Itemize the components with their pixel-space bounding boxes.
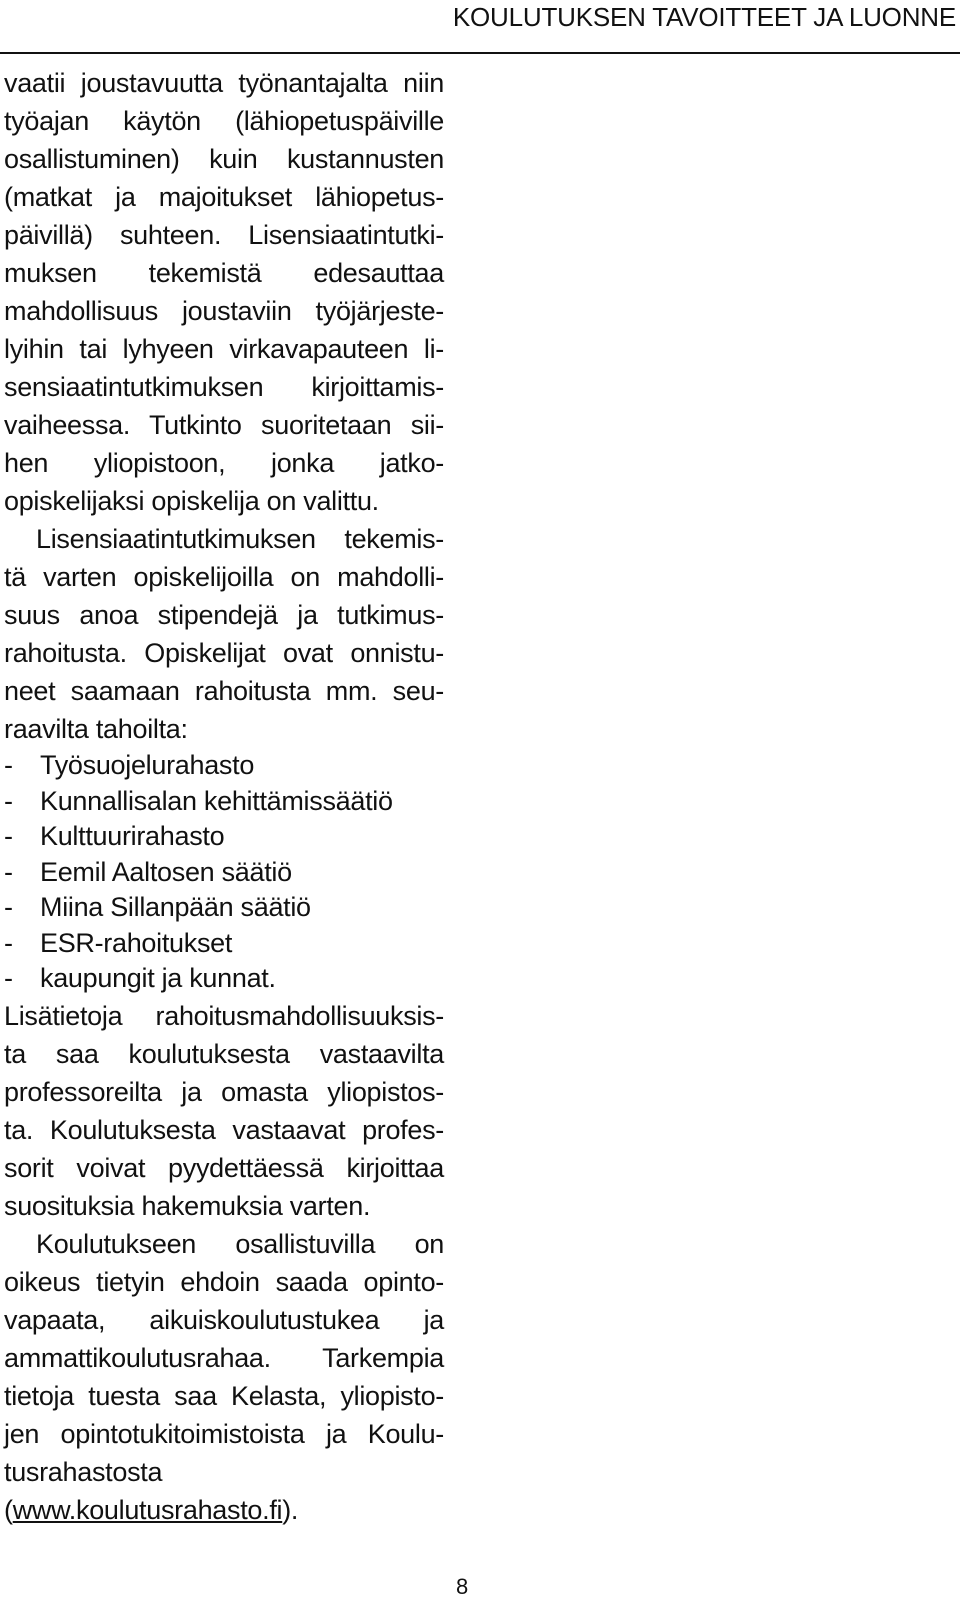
text-line: mahdollisuus joustaviin työjärjeste- [4, 296, 444, 326]
list-dash: - [4, 892, 13, 922]
header-rule [0, 52, 960, 54]
list-item-label: Eemil Aaltosen säätiö [40, 856, 292, 887]
text-line: neet saamaan rahoitusta mm. seu- [4, 676, 444, 706]
text-line: tusrahastosta [4, 1456, 163, 1487]
list-item [4, 855, 444, 891]
list-dash: - [4, 750, 13, 780]
text-line: sensiaatintutkimuksen kirjoittamis- [4, 372, 444, 402]
text-line: Lisätietoja rahoitusmahdollisuuksis- [4, 1000, 444, 1031]
list-item-label: Miina Sillanpään säätiö [40, 892, 311, 922]
text-line: työajan käytön (lähiopetuspäiville [4, 106, 444, 136]
text-line: professoreilta ja omasta yliopistos- [4, 1076, 444, 1107]
text-line: suosituksia hakemuksia varten. [4, 1190, 371, 1221]
text-line: opiskelijaksi opiskelija on valittu. [4, 486, 379, 516]
list-item-label: ESR-rahoitukset [40, 927, 233, 958]
paragraph-study-leave [4, 1225, 444, 1529]
list-item [4, 748, 444, 784]
koulutusrahasto-link[interactable]: www.koulutusrahasto.fi [12, 1494, 283, 1525]
text-line: (matkat ja majoitukset lähiopetus- [4, 182, 444, 212]
text-line: muksen tekemistä edesauttaa [4, 258, 444, 288]
list-dash: - [4, 963, 13, 993]
running-header: KOULUTUKSEN TAVOITTEET JA LUONNE [452, 2, 956, 32]
list-dash: - [4, 821, 13, 851]
paragraph-work-arrangements [4, 64, 444, 520]
list-item-label: Työsuojelurahasto [40, 750, 255, 780]
text-line: oikeus tietyin ehdoin saada opinto- [4, 1266, 444, 1297]
text-line: lyihin tai lyhyeen virkavapauteen li- [4, 334, 444, 364]
link-close-paren: ). [282, 1494, 299, 1525]
page-number: 8 [456, 1574, 469, 1599]
text-line: vaiheessa. Tutkinto suoritetaan sii- [4, 410, 444, 440]
text-line: raavilta tahoilta: [4, 714, 188, 744]
list-item [4, 890, 444, 926]
text-line: ammattikoulutusrahaa. Tarkempia [4, 1342, 444, 1373]
text-line: Koulutukseen osallistuvilla on [36, 1228, 444, 1259]
list-item [4, 784, 444, 820]
list-item [4, 819, 444, 855]
text-line: ta. Koulutuksesta vastaavat profes- [4, 1114, 444, 1145]
text-line: tietoja tuesta saa Kelasta, yliopisto- [4, 1380, 444, 1411]
text-line: vapaata, aikuiskoulutustukea ja [4, 1304, 444, 1335]
text-column [4, 64, 444, 1529]
text-line: suus anoa stipendejä ja tutkimus- [4, 600, 444, 630]
list-item-label: Kunnallisalan kehittämissäätiö [40, 785, 393, 816]
list-item-label: Kulttuurirahasto [40, 821, 225, 851]
list-dash: - [4, 927, 13, 958]
list-item [4, 961, 444, 997]
text-line: rahoitusta. Opiskelijat ovat onnistu- [4, 638, 444, 668]
text-line: vaatii joustavuutta työnantajalta niin [4, 68, 444, 98]
text-line: osallistuminen) kuin kustannusten [4, 144, 444, 174]
text-line: ta saa koulutuksesta vastaavilta [4, 1038, 444, 1069]
list-item-label: kaupungit ja kunnat. [40, 963, 276, 993]
paragraph-funding-intro [4, 520, 444, 748]
text-line: sorit voivat pyydettäessä kirjoittaa [4, 1152, 444, 1183]
text-line: päivillä) suhteen. Lisensiaatintutki- [4, 220, 444, 250]
link-open-paren: ( [4, 1494, 13, 1525]
text-line: hen yliopistoon, jonka jatko- [4, 448, 444, 478]
text-line-with-link [4, 1491, 444, 1529]
list-dash: - [4, 785, 13, 816]
text-line: jen opintotukitoimistoista ja Koulu- [4, 1418, 444, 1449]
paragraph-more-info [4, 997, 444, 1225]
list-item [4, 926, 444, 962]
text-line: tä varten opiskelijoilla on mahdolli- [4, 562, 444, 592]
funding-sources-list [4, 748, 444, 997]
text-line: Lisensiaatintutkimuksen tekemis- [36, 524, 444, 554]
list-dash: - [4, 856, 13, 887]
